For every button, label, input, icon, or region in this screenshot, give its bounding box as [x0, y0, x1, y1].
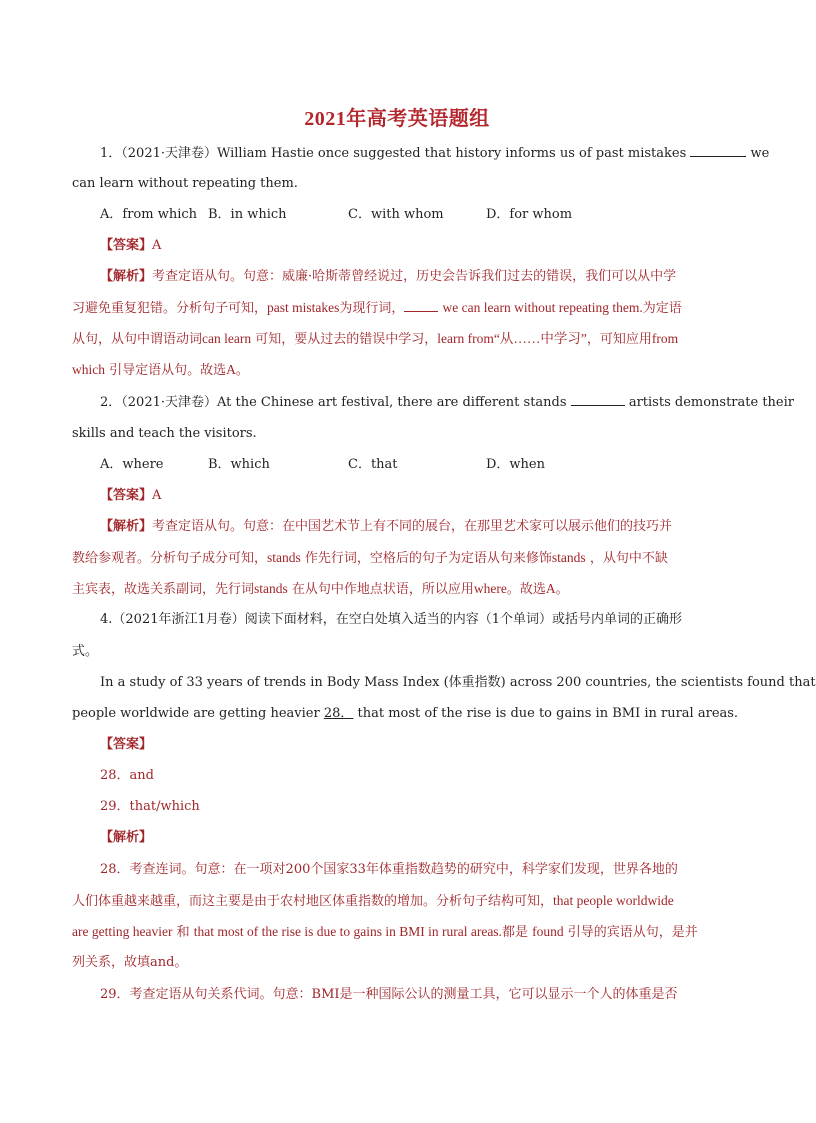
q4-a28-2b: that people worldwide — [553, 893, 674, 908]
q2-analysis-3e: 。故选 — [506, 582, 546, 597]
q1-analysis-2c: 为现行词， — [339, 301, 405, 316]
q2-analysis-3f: A — [545, 581, 556, 596]
q1-analysis-3a: 从句，从句中谓语动词 — [72, 332, 203, 347]
q4-a28-3f: 引导的宾语从句，是并 — [567, 925, 698, 940]
q1-analysis-2a: 习避免重复犯错。分析句子可知， — [72, 301, 268, 316]
q2-analysis-label: 【解析】 — [100, 519, 153, 534]
q4-passage-line1: In a study of 33 years of trends in Body Mass Index (体重指数) across 200 countries, the scientists found that — [100, 675, 816, 690]
q1-analysis-line2 — [72, 298, 722, 319]
q2-analysis-3b: stands — [254, 581, 288, 596]
q1-analysis-label: 【解析】 — [100, 269, 153, 284]
q4-passage-line2 — [72, 704, 739, 724]
q1-analysis-3d: learn from“从……中学习” — [437, 331, 587, 346]
q2-stem-line1 — [100, 392, 794, 413]
q4-passage-2b: that most of the rise is due to gains in BMI in rural areas. — [357, 706, 739, 721]
q1-option-c: C．with whom — [348, 207, 444, 222]
q1-analysis-4d: 。 — [235, 363, 249, 378]
q2-stem-text: 2．（2021·天津卷）At the Chinese art festival, there are different stands — [100, 395, 567, 410]
q1-analysis-3e: ，可知应用 — [586, 332, 652, 347]
q1-analysis-4b: 引导定语从句。故选 — [109, 363, 227, 378]
q2-analysis-2c: 作先行词，空格后的句子为定语从句来修饰 — [304, 551, 552, 566]
q4-a28-3b: 和 — [176, 925, 190, 940]
q1-analysis-line1 — [100, 267, 722, 287]
q4-a28-line1: 28．考查连词。句意：在一项对200个国家33年体重指数趋势的研究中，科学家们发现，世界各地的 — [100, 862, 678, 877]
q2-blank — [571, 392, 625, 406]
q1-option-d: D．for whom — [486, 207, 573, 222]
q4-answer-28: 28．and — [100, 768, 154, 783]
q4-analysis-label-line — [100, 828, 722, 848]
q1-analysis-line3 — [72, 329, 722, 350]
q4-answer-label: 【答案】 — [100, 737, 153, 752]
q2-analysis-2b: stands — [267, 550, 301, 565]
q1-analysis-4c: A — [226, 362, 236, 377]
q1-analysis-line4 — [72, 360, 722, 381]
q4-stem-line1: 4.（2021年浙江1月卷）阅读下面材料，在空白处填入适当的内容（1个单词）或括号内单词的正确形 — [100, 612, 683, 627]
q1-answer-value: A — [152, 238, 162, 253]
q2-analysis-3a: 主宾表，故选关系副词，先行词 — [72, 582, 255, 597]
q1-answer — [100, 236, 722, 256]
q2-analysis-3g: 。 — [555, 582, 569, 597]
q1-option-b: B．in which — [208, 207, 287, 222]
q4-a28-2a: 人们体重越来越重，而这主要是由于农村地区体重指数的增加。分析句子结构可知， — [72, 894, 554, 909]
q2-option-c: C．that — [348, 457, 398, 472]
q1-analysis-2d: we can learn without repeating them. — [442, 300, 643, 315]
q1-analysis-3c: 可知，要从过去的错误中学习， — [255, 332, 438, 347]
q4-a28-3c: that most of the rise is due to gains in BMI in rural areas. — [193, 924, 502, 939]
q4-a28-3a: are getting heavier — [72, 924, 173, 939]
q2-option-b: B．which — [208, 457, 270, 472]
q1-analysis-blank — [404, 298, 438, 312]
q2-answer-value: A — [152, 488, 162, 503]
q1-stem-line2: can learn without repeating them. — [72, 176, 298, 191]
q1-stem-end: we — [750, 146, 770, 161]
q1-stem-text: 1．（2021·天津卷）William Hastie once suggested that history informs us of past mistakes — [100, 146, 687, 161]
q4-passage-2a: people worldwide are getting heavier — [72, 706, 320, 721]
q4-answer-label-line — [100, 735, 722, 755]
q2-analysis-2a: 教给参观者。分析句子成分可知， — [72, 551, 268, 566]
q1-analysis-2b: past mistakes — [267, 300, 340, 315]
q2-answer — [100, 486, 722, 506]
q4-answer-29: 29．that/which — [100, 799, 200, 814]
q4-a28-3e: found — [532, 924, 564, 939]
q2-analysis-2e: ，从句中不缺 — [589, 551, 668, 566]
q2-analysis-3c: 在从句中作地点状语，所以应用 — [291, 582, 474, 597]
q4-a29-line1: 29．考查定语从句关系代词。句意：BMI是一种国际公认的测量工具，它可以显示一个人的体重是否 — [100, 987, 678, 1002]
q4-passage-blank-28: 28． — [323, 706, 354, 721]
q1-stem-line1 — [100, 143, 770, 164]
q2-analysis-line2 — [72, 548, 722, 569]
q4-analysis-label: 【解析】 — [100, 830, 153, 845]
q4-a28-line3 — [72, 922, 722, 943]
q1-option-a: A．from which — [100, 207, 198, 222]
q1-blank — [690, 143, 746, 157]
q4-stem-line2: 式。 — [72, 644, 99, 659]
q4-a28-line4: 列关系，故填and。 — [72, 955, 188, 970]
q2-stem-line2: skills and teach the visitors. — [72, 426, 257, 441]
q2-option-a: A．where — [100, 457, 164, 472]
q4-a28-3d: 都是 — [501, 925, 528, 940]
q1-answer-label: 【答案】 — [100, 238, 153, 253]
page-title: 2021年高考英语题组 — [304, 108, 490, 130]
q2-analysis-text1: 考查定语从句。句意：在中国艺术节上有不同的展台，在那里艺术家可以展示他们的技巧并 — [152, 519, 673, 534]
q2-analysis-line3 — [72, 579, 722, 600]
q2-stem-end: artists demonstrate their — [628, 395, 794, 410]
q2-option-d: D．when — [486, 457, 545, 472]
q2-analysis-3d: where — [473, 581, 507, 596]
q1-analysis-4a: which — [72, 362, 105, 377]
q1-analysis-text1: 考查定语从句。句意：威廉·哈斯蒂曾经说过，历史会告诉我们过去的错误，我们可以从中学 — [152, 269, 677, 284]
q1-options — [100, 205, 722, 225]
q2-analysis-line1 — [100, 517, 722, 537]
q4-a28-line2 — [72, 891, 722, 912]
q2-analysis-2d: stands — [551, 550, 586, 565]
q1-analysis-3b: can learn — [202, 331, 252, 346]
q1-analysis-3f: from — [651, 331, 679, 346]
q1-analysis-2e: 为定语 — [642, 301, 682, 316]
q2-options — [100, 455, 722, 475]
q2-answer-label: 【答案】 — [100, 488, 153, 503]
